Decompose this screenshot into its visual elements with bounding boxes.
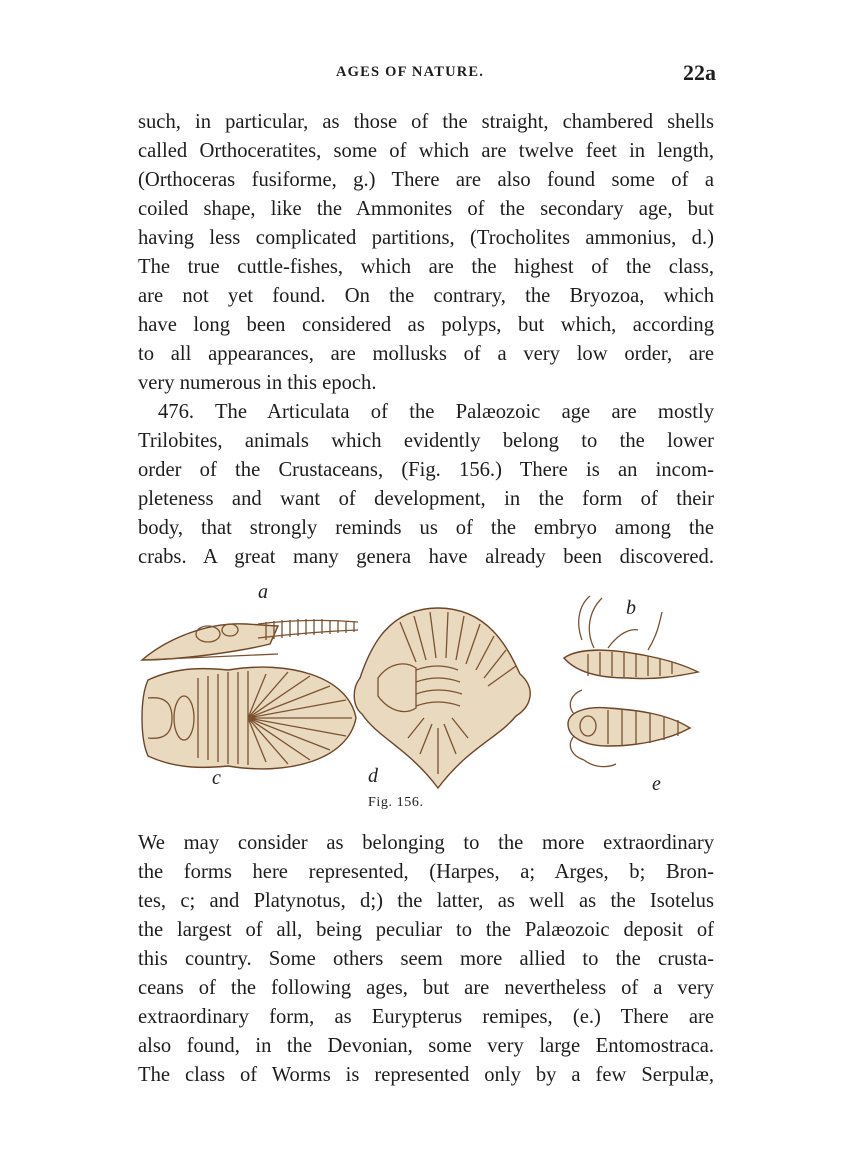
text-line: crabs. A great many genera have already been discovered. [138,546,714,568]
text-line: to all appearances, are mollusks of a very low order, are [138,343,714,365]
figure-label-b: b [626,597,636,619]
text-line: the forms here represented, (Harpes, a; Arges, b; Bron- [138,861,714,883]
figure-label-e: e [652,773,661,795]
page-header [138,60,716,90]
paragraph-1 [138,108,714,398]
paragraph-2 [138,398,714,572]
text-line: coiled shape, like the Ammonites of the secondary age, but [138,198,714,220]
text-line: Trilobites, animals which evidently belong to the lower [138,430,714,452]
text-line: order of the Crustaceans, (Fig. 156.) There is an incom- [138,459,714,481]
text-line: We may consider as belonging to the more extraordinary [138,832,714,854]
figure-caption: Fig. 156. [368,795,424,810]
platynotus-large-trilobite [354,608,530,788]
text-line: tes, c; and Platynotus, d;) the latter, as well as the Isotelus [138,890,714,912]
figure-label-c: c [212,767,221,789]
text-line: the largest of all, being peculiar to the Palæozoic deposit of [138,919,714,941]
text-line: having less complicated partitions, (Trocholites ammonius, d.) [138,227,714,249]
text-line: this country. Some others seem more allied to the crusta- [138,948,714,970]
text-line: The class of Worms is represented only by a few Serpulæ, [138,1064,714,1086]
eurypterus-remipes [568,690,690,767]
trilobite-illustration [138,578,718,810]
text-line: very numerous in this epoch. [138,372,377,394]
text-line: 476. The Articulata of the Palæozoic age are mostly [158,401,714,423]
brontes-top-view [142,667,356,769]
text-line: pleteness and want of development, in the form of their [138,488,714,510]
trilobite-figure [138,578,718,810]
figure-label-a: a [258,581,268,603]
text-line: also found, in the Devonian, some very large Entomostraca. [138,1035,714,1057]
text-line: ceans of the following ages, but are nevertheless of a very [138,977,714,999]
text-line: called Orthoceratites, some of which are twelve feet in length, [138,140,714,162]
text-line: (Orthoceras fusiforme, g.) There are also found some of a [138,169,714,191]
page-number: 22a [683,60,716,85]
harpes-side-view [142,619,358,660]
text-line: are not yet found. On the contrary, the Bryozoa, which [138,285,714,307]
figure-label-d: d [368,765,378,787]
text-line: body, that strongly reminds us of the embryo among the [138,517,714,539]
text-line: The true cuttle-fishes, which are the highest of the class, [138,256,714,278]
running-title: AGES OF NATURE. [336,64,485,80]
paragraph-3 [138,829,714,1090]
text-line: such, in particular, as those of the straight, chambered shells [138,111,714,133]
text-line: have long been considered as polyps, but which, according [138,314,714,336]
text-line: extraordinary form, as Eurypterus remipes, (e.) There are [138,1006,714,1028]
